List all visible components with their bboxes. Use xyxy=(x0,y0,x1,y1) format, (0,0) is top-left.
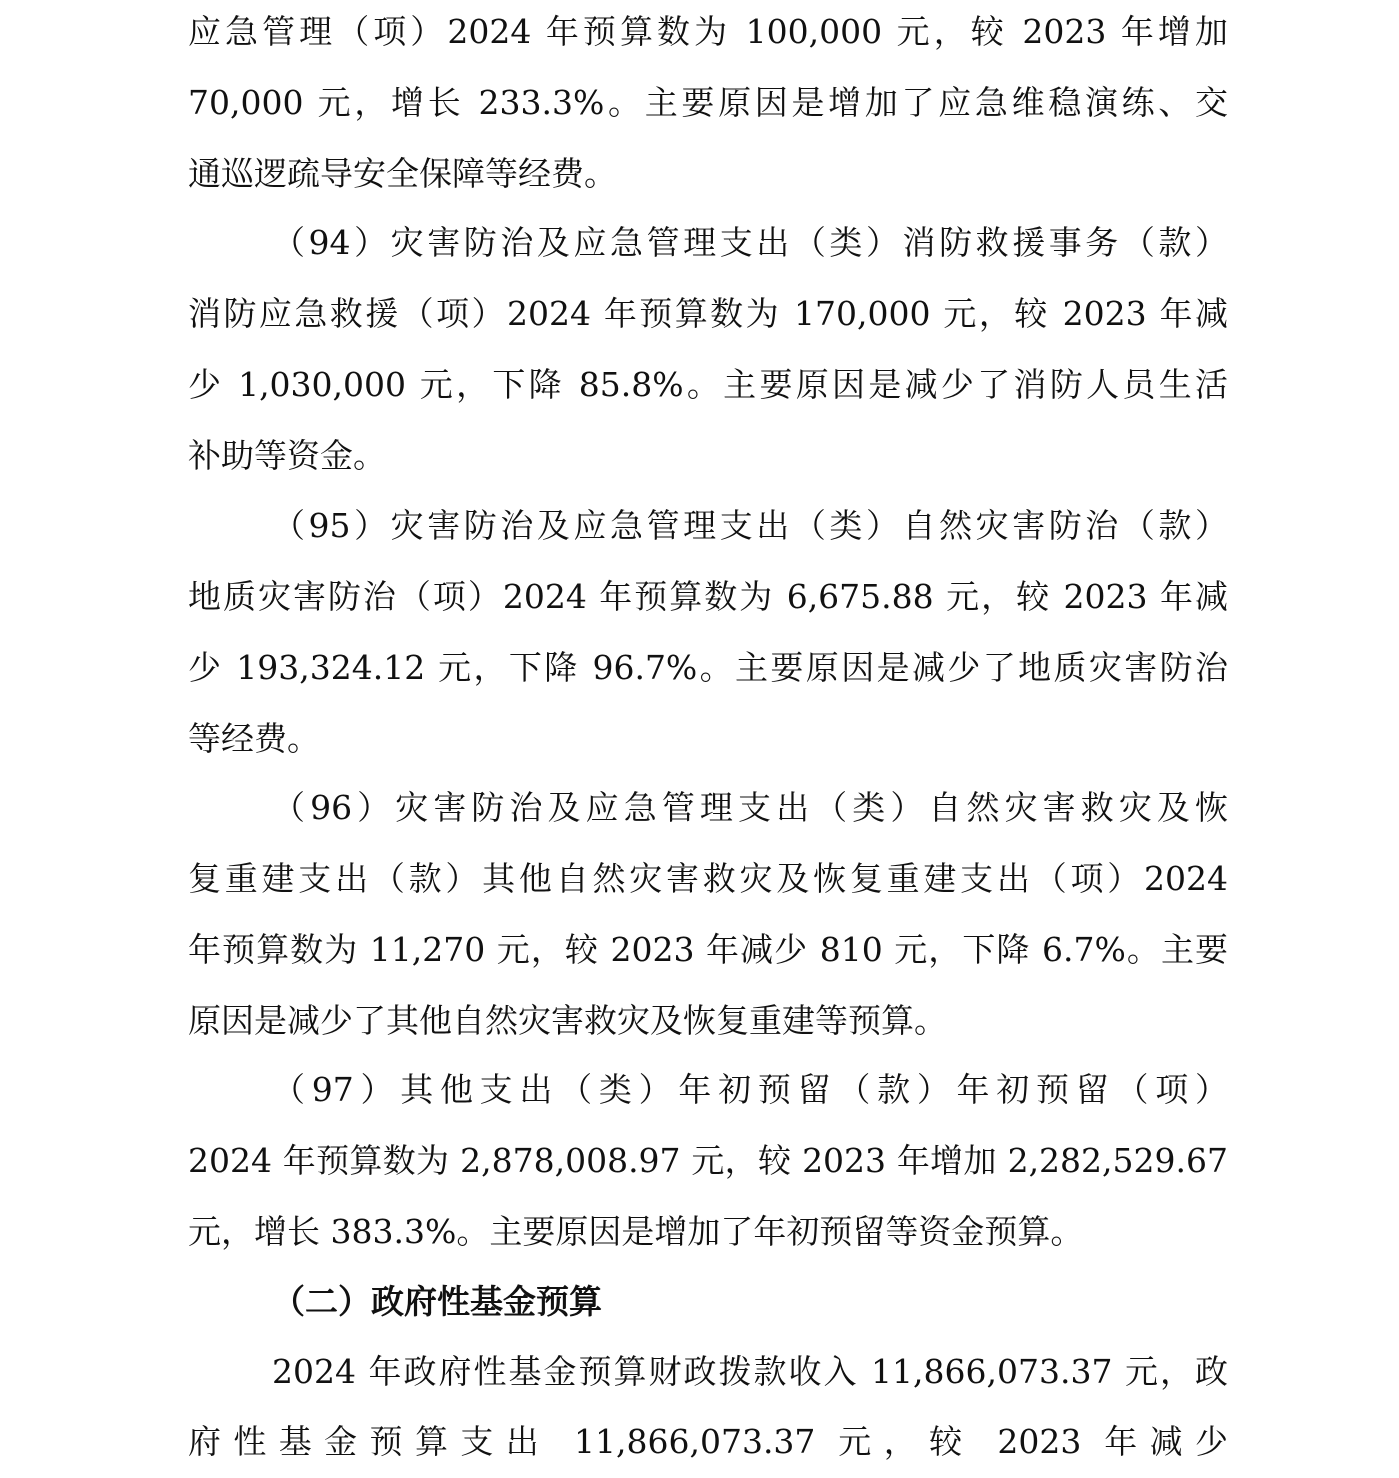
text-line: 通巡逻疏导安全保障等经费。 xyxy=(188,154,617,193)
text-line: 年预算数为 11,270 元，较 2023 年减少 810 元，下降 6.7%。主要 xyxy=(188,930,1228,969)
text-line: 复重建支出（款）其他自然灾害救灾及恢复重建支出（项）2024 xyxy=(188,859,1228,898)
text-line: 70,000 元，增长 233.3%。主要原因是增加了应急维稳演练、交 xyxy=(188,83,1228,122)
text-line: 原因是减少了其他自然灾害救灾及恢复重建等预算。 xyxy=(188,1001,947,1040)
text-line: 元，增长 383.3%。主要原因是增加了年初预留等资金预算。 xyxy=(188,1212,1084,1251)
text-line: 消防应急救援（项）2024 年预算数为 170,000 元，较 2023 年减 xyxy=(188,294,1228,333)
text-line: 地质灾害防治（项）2024 年预算数为 6,675.88 元，较 2023 年减 xyxy=(188,577,1228,616)
paragraph-95-first-line: （95）灾害防治及应急管理支出（类）自然灾害防治（款） xyxy=(272,506,1228,545)
text-line: 府性基金预算支出 11,866,073.37 元，较 2023 年减少 xyxy=(188,1422,1228,1461)
text-line: 补助等资金。 xyxy=(188,436,386,475)
text-line: 少 193,324.12 元，下降 96.7%。主要原因是减少了地质灾害防治 xyxy=(188,648,1228,687)
paragraph-97-first-line: （97）其他支出（类）年初预留（款）年初预留（项） xyxy=(272,1070,1228,1109)
section-heading: （二）政府性基金预算 xyxy=(272,1282,602,1321)
paragraph-fund-first-line: 2024 年政府性基金预算财政拨款收入 11,866,073.37 元，政 xyxy=(272,1352,1228,1391)
text-line: 少 1,030,000 元，下降 85.8%。主要原因是减少了消防人员生活 xyxy=(188,365,1228,404)
text-line: 应急管理（项）2024 年预算数为 100,000 元，较 2023 年增加 xyxy=(188,12,1228,51)
paragraph-94-first-line: （94）灾害防治及应急管理支出（类）消防救援事务（款） xyxy=(272,223,1228,262)
text-line: 等经费。 xyxy=(188,719,320,758)
text-line: 2024 年预算数为 2,878,008.97 元，较 2023 年增加 2,282,529.67 xyxy=(188,1141,1228,1180)
paragraph-96-first-line: （96）灾害防治及应急管理支出（类）自然灾害救灾及恢 xyxy=(272,788,1228,827)
